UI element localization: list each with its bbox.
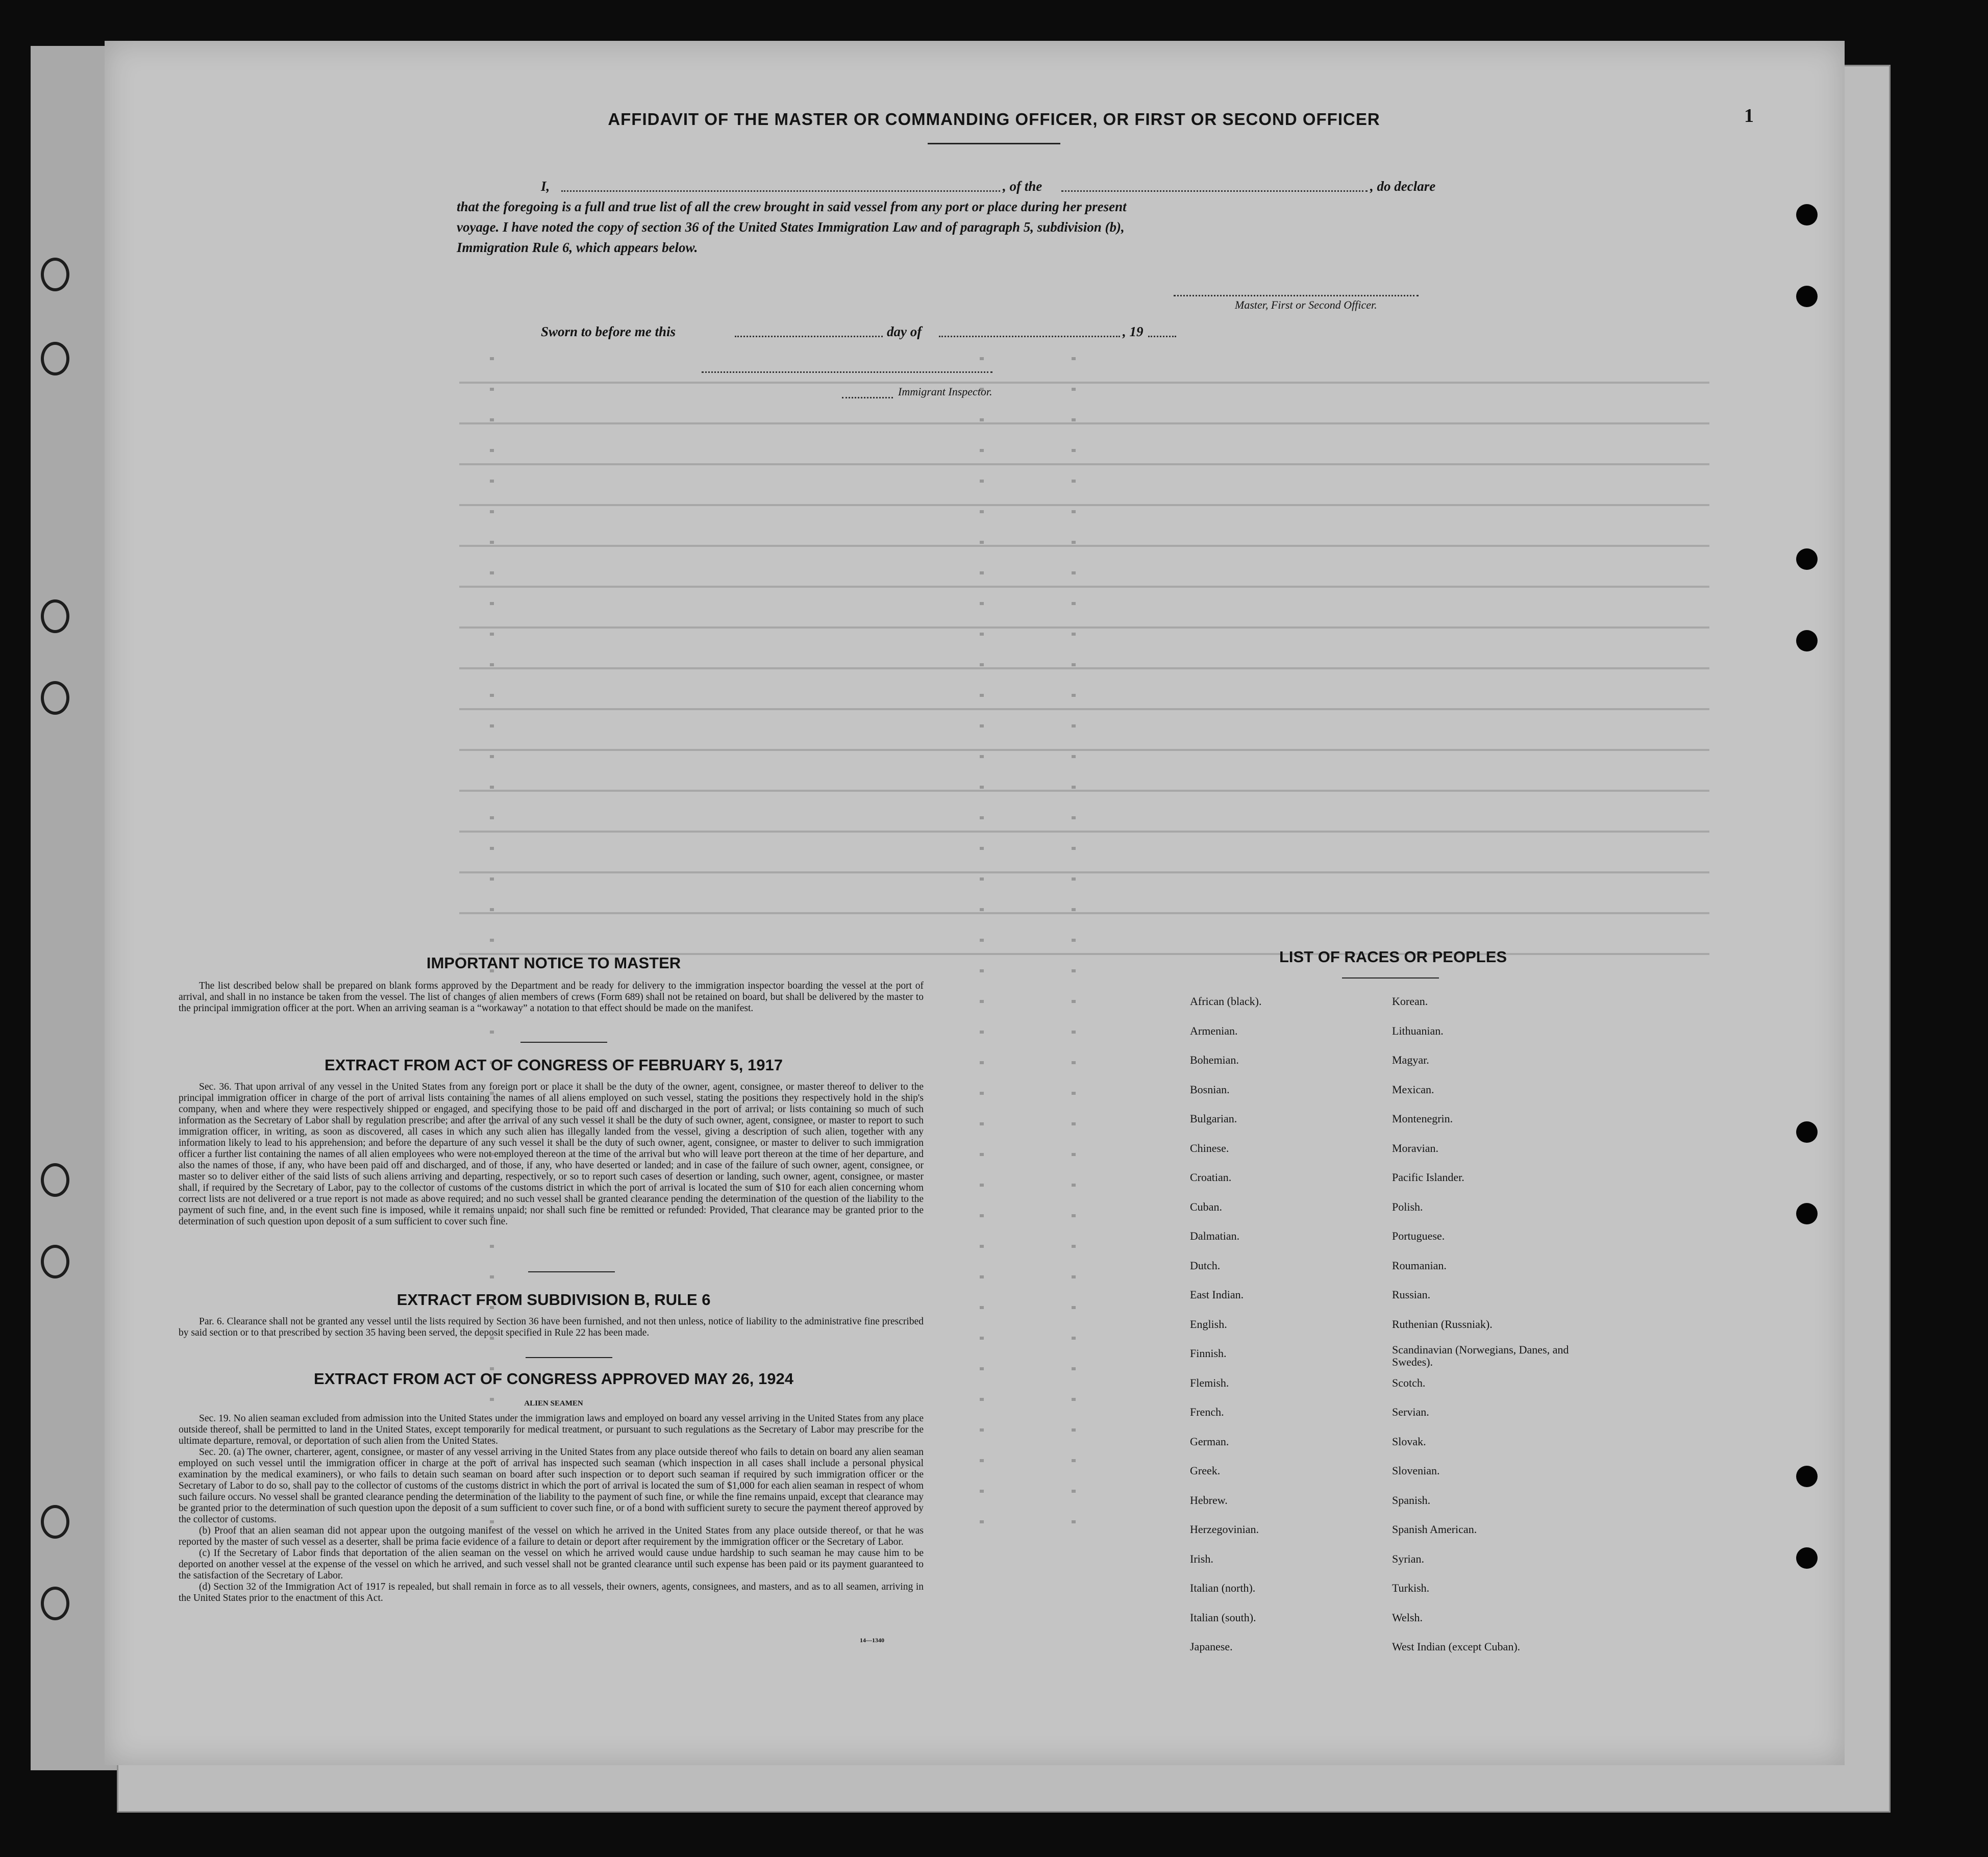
race-item: Dutch. (1190, 1259, 1221, 1272)
race-item: German. (1190, 1435, 1229, 1448)
race-item: Syrian. (1392, 1552, 1424, 1565)
race-item: Magyar. (1392, 1053, 1429, 1066)
race-item: Japanese. (1190, 1640, 1233, 1653)
race-item: French. (1190, 1406, 1224, 1418)
race-item: Slovenian. (1392, 1464, 1440, 1477)
extract-1924-text (179, 1413, 924, 1604)
sworn-day-of: day of (887, 324, 922, 339)
section-rule (528, 1271, 615, 1272)
extract-1917-text (179, 1082, 924, 1227)
sworn-day-blank (735, 336, 883, 337)
sworn-prefix: Sworn to before me this (541, 324, 676, 339)
section-19-paragraph: Sec. 19. No alien seaman excluded from admission into the United States under the immigration laws and employed on board any vessel arriving in the United States from any place outside thereof, shall be permitted to land in the United States, except temporarily for medical treatment, or pursuant to such regulations as the Secretary of Labor may prescribe for the ultimate departure, removal, or deportation of such alien from the United States. (179, 1413, 924, 1446)
race-item: Spanish. (1392, 1493, 1431, 1507)
race-item: East Indian. (1190, 1288, 1244, 1301)
race-item: Irish. (1190, 1552, 1213, 1565)
race-item: Italian (north). (1190, 1582, 1256, 1594)
race-item: Polish. (1392, 1200, 1423, 1213)
race-item: Herzegovinian. (1190, 1523, 1259, 1536)
vessel-name-blank (1061, 190, 1368, 192)
notice-text (179, 981, 924, 1014)
binder-hole-left (41, 1505, 69, 1539)
race-item: English. (1190, 1317, 1227, 1331)
rule-6-paragraph: Par. 6. Clearance shall not be granted any vessel until the lists required by Section 36 have been furnished, and not then unless, notice of liability to the administrative fine prescribed by said section or to that prescribed by section 35 having been served, the deposit specified in Rule 22 has been made. (179, 1316, 924, 1338)
extract-1917-heading: EXTRACT FROM ACT OF CONGRESS OF FEBRUARY 5, 1917 (325, 1056, 783, 1074)
race-item: Spanish American. (1392, 1523, 1477, 1536)
punch-hole-right (1796, 1547, 1818, 1569)
race-item: Cuban. (1190, 1200, 1222, 1213)
inspector-rule (842, 397, 893, 398)
affidavit-of-the: , of the (1003, 179, 1042, 194)
section-20c-paragraph: (c) If the Secretary of Labor finds that deportation of the alien seaman on the vessel on which he arrived would cause undue hardship to such seaman he may cause him to be deported on another vessel at the expense of the vessel on which he arrived, and such vessel shall not be granted clearance until such expense has been paid or its payment guaranteed to the satisfaction of the Secretary of Labor. (179, 1548, 924, 1581)
bleed-through-column (1072, 357, 1076, 1530)
bleed-through-column (980, 357, 984, 1530)
binder-hole-left (41, 599, 69, 633)
sworn-year-blank (1148, 336, 1176, 337)
page-number: 1 (1744, 105, 1754, 127)
race-item: Bosnian. (1190, 1083, 1230, 1096)
binder-hole-left (41, 342, 69, 375)
form-number: 14—1340 (860, 1637, 884, 1644)
race-item: Slovak. (1392, 1435, 1426, 1448)
affidavit-do-declare: , do declare (1370, 179, 1436, 194)
punch-hole-right (1796, 1466, 1818, 1487)
section-rule (526, 1357, 612, 1358)
section-36-paragraph: Sec. 36. That upon arrival of any vessel in the United States from any foreign port or place it shall be the duty of the owner, agent, consignee, or master thereof to deliver to the principal immigration officer in charge of the port of arrival lists containing the names of all aliens employed on such vessel, stating the positions they respectively hold in the ship's company, when and where they were respectively shipped or engaged, and specifying those to be paid off and discharged in the port of arrival; or lists containing so much of such information as the Secretary of Labor shall by regulation prescribe; and after the arrival of any such vessel it shall be the duty of such owner, agent, consignee, or master to report to such immigration officer, in writing, as soon as discovered, all cases in which any such alien has illegally landed from the vessel, giving a description of such alien, together with any information likely to lead to his apprehension; and before the departure of any such vessel it shall be the duty of such owner, agent, consignee, or master to deliver to such immigration officer a further list containing the names of all alien employees who were not employed thereon at the time of the arrival but who will leave port thereon at the time of her departure, and also the names of those, if any, who have been paid off and discharged, and of those, if any, who have deserted or landed; and in case of the failure of such owner, agent, consignee, or master so to deliver either of the said lists of such aliens arriving and departing, respectively, or so to report such cases of desertion or landing, such owner, agent, consignee, or master shall, if required by the Secretary of Labor, pay to the collector of customs of the customs district in which the port of arrival is located the sum of $10 for each alien concerning whom correct lists are not delivered or a true report is not made as above required; and no such vessel shall be granted clearance pending the determination of the question of the liability to the payment of such fine, and, in the event such fine is imposed, while it remains unpaid; nor shall such fine be remitted or refunded: Provided, That clearance may be granted prior to the determination of such question upon deposit of a sum sufficient to cover such fine. (179, 1082, 924, 1227)
race-item: Italian (south). (1190, 1611, 1256, 1624)
affidavit-line-4: Immigration Rule 6, which appears below. (457, 240, 698, 255)
race-item: Roumanian. (1392, 1259, 1447, 1272)
race-item: Croatian. (1190, 1171, 1232, 1184)
extract-rule6-heading: EXTRACT FROM SUBDIVISION B, RULE 6 (396, 1291, 711, 1309)
punch-hole-right (1796, 1203, 1818, 1224)
punch-hole-right (1796, 630, 1818, 651)
section-20b-paragraph: (b) Proof that an alien seaman did not appear upon the outgoing manifest of the vessel on which he arrived in the United States from any place outside thereof, or that he was reported by the master of such vessel as a deserter, shall be prima facie evidence of a failure to detain or deport after requirement by the immigration officer or the Secretary of Labor. (179, 1525, 924, 1547)
binder-hole-left (41, 1163, 69, 1197)
signature-caption: Master, First or Second Officer. (1235, 298, 1377, 311)
heading-rule (928, 143, 1060, 144)
punch-hole-right (1796, 1121, 1818, 1143)
binder-hole-left (41, 1587, 69, 1620)
race-item: African (black). (1190, 995, 1262, 1008)
inspector-caption: Immigrant Inspector. (898, 385, 992, 398)
master-name-blank (561, 190, 1000, 192)
race-item: Scandinavian (Norwegians, Danes, and Swedes). (1392, 1343, 1569, 1368)
race-item: Finnish. (1190, 1347, 1227, 1360)
race-item: Welsh. (1392, 1611, 1423, 1624)
notice-paragraph: The list described below shall be prepared on blank forms approved by the Department and be ready for delivery to the immigration inspector boarding the vessel at the port of arrival, and shall in no instance be taken from the vessel. The list of changes of alien members of crews (Form 689) shall not be retained on board, but shall be delivered by the master to the principal immigration officer at the port. When an arriving seaman is a “workaway” a notation to that effect should be made on the manifest. (179, 981, 924, 1014)
affidavit-heading: AFFIDAVIT OF THE MASTER OR COMMANDING OFFICER, OR FIRST OR SECOND OFFICER (608, 110, 1380, 129)
binder-hole-left (41, 681, 69, 715)
affidavit-line-2: that the foregoing is a full and true list of all the crew brought in said vessel from any port or place during her present (457, 199, 1127, 214)
race-item: Ruthenian (Russniak). (1392, 1317, 1493, 1331)
race-item: Turkish. (1392, 1582, 1430, 1594)
section-20a-paragraph: Sec. 20. (a) The owner, charterer, agent, consignee, or master of any vessel arriving in the United States from any place outside thereof who fails to detain on board any alien seaman employed on such vessel until the immigration officer in charge at the port of arrival has inspected such seaman (which inspection in all cases shall include a personal physical examination by the medical examiners), or who fails to detain such seaman on board after such inspection or to deport such seaman if required by such immigration officer or the Secretary of Labor to do so, shall pay to the collector of customs of the customs district in which the port of arrival is located the sum of $1,000 for each alien seaman in respect of whom such failure occurs. No vessel shall be granted clearance pending the determination of the liability to the payment of such fine, or while the fine remains unpaid, except that clearance may be granted prior to the determination of such question upon the deposit of a sum sufficient to cover such fine, or of a bond with sufficient surety to secure the payment thereof approved by the collector of customs. (179, 1447, 924, 1525)
race-item: Dalmatian. (1190, 1229, 1240, 1242)
extract-rule6-text (179, 1316, 924, 1339)
race-item: Bulgarian. (1190, 1112, 1237, 1125)
race-item: Flemish. (1190, 1376, 1229, 1389)
affidavit-i: I, (541, 179, 550, 194)
signature-blank (1174, 295, 1419, 296)
race-item: Bohemian. (1190, 1053, 1239, 1066)
race-item: Greek. (1190, 1464, 1221, 1477)
race-item: Mexican. (1392, 1083, 1434, 1096)
race-item: Servian. (1392, 1406, 1429, 1418)
race-item: Chinese. (1190, 1141, 1229, 1155)
notice-heading: IMPORTANT NOTICE TO MASTER (426, 954, 681, 972)
bleed-through-text (459, 357, 1709, 969)
sworn-month-blank (939, 336, 1120, 337)
punch-hole-right (1796, 204, 1818, 225)
section-20d-paragraph: (d) Section 32 of the Immigration Act of 1917 is repealed, but shall remain in force as to all vessels, their owners, agents, consignees, and masters, and as to all seamen, arriving in the United States prior to the enactment of this Act. (179, 1582, 924, 1603)
bleed-through-column (490, 357, 494, 1530)
inspector-signature-blank (702, 371, 992, 373)
extract-1924-heading: EXTRACT FROM ACT OF CONGRESS APPROVED MAY 26, 1924 (314, 1370, 793, 1388)
alien-seamen-subheading: ALIEN SEAMEN (524, 1399, 583, 1408)
race-item: Lithuanian. (1392, 1024, 1444, 1037)
binder-hole-left (41, 258, 69, 291)
races-heading-rule (1342, 977, 1439, 978)
binder-hole-left (41, 1245, 69, 1278)
race-item: Moravian. (1392, 1141, 1439, 1155)
section-rule (520, 1042, 607, 1043)
affidavit-line-3: voyage. I have noted the copy of section 36 of the United States Immigration Law and of paragraph 5, subdivision (b), (457, 219, 1125, 235)
punch-hole-right (1796, 286, 1818, 307)
punch-hole-right (1796, 548, 1818, 570)
race-item: Portuguese. (1392, 1229, 1445, 1242)
race-item: Russian. (1392, 1288, 1431, 1301)
race-item: Korean. (1392, 995, 1428, 1008)
race-item: Scotch. (1392, 1376, 1426, 1389)
race-item: Hebrew. (1190, 1493, 1228, 1507)
race-item: Armenian. (1190, 1024, 1238, 1037)
race-item: West Indian (except Cuban). (1392, 1640, 1521, 1653)
sworn-year: , 19 (1123, 324, 1144, 339)
races-heading: LIST OF RACES OR PEOPLES (1279, 948, 1507, 966)
race-item: Pacific Islander. (1392, 1171, 1464, 1184)
race-item: Montenegrin. (1392, 1112, 1453, 1125)
